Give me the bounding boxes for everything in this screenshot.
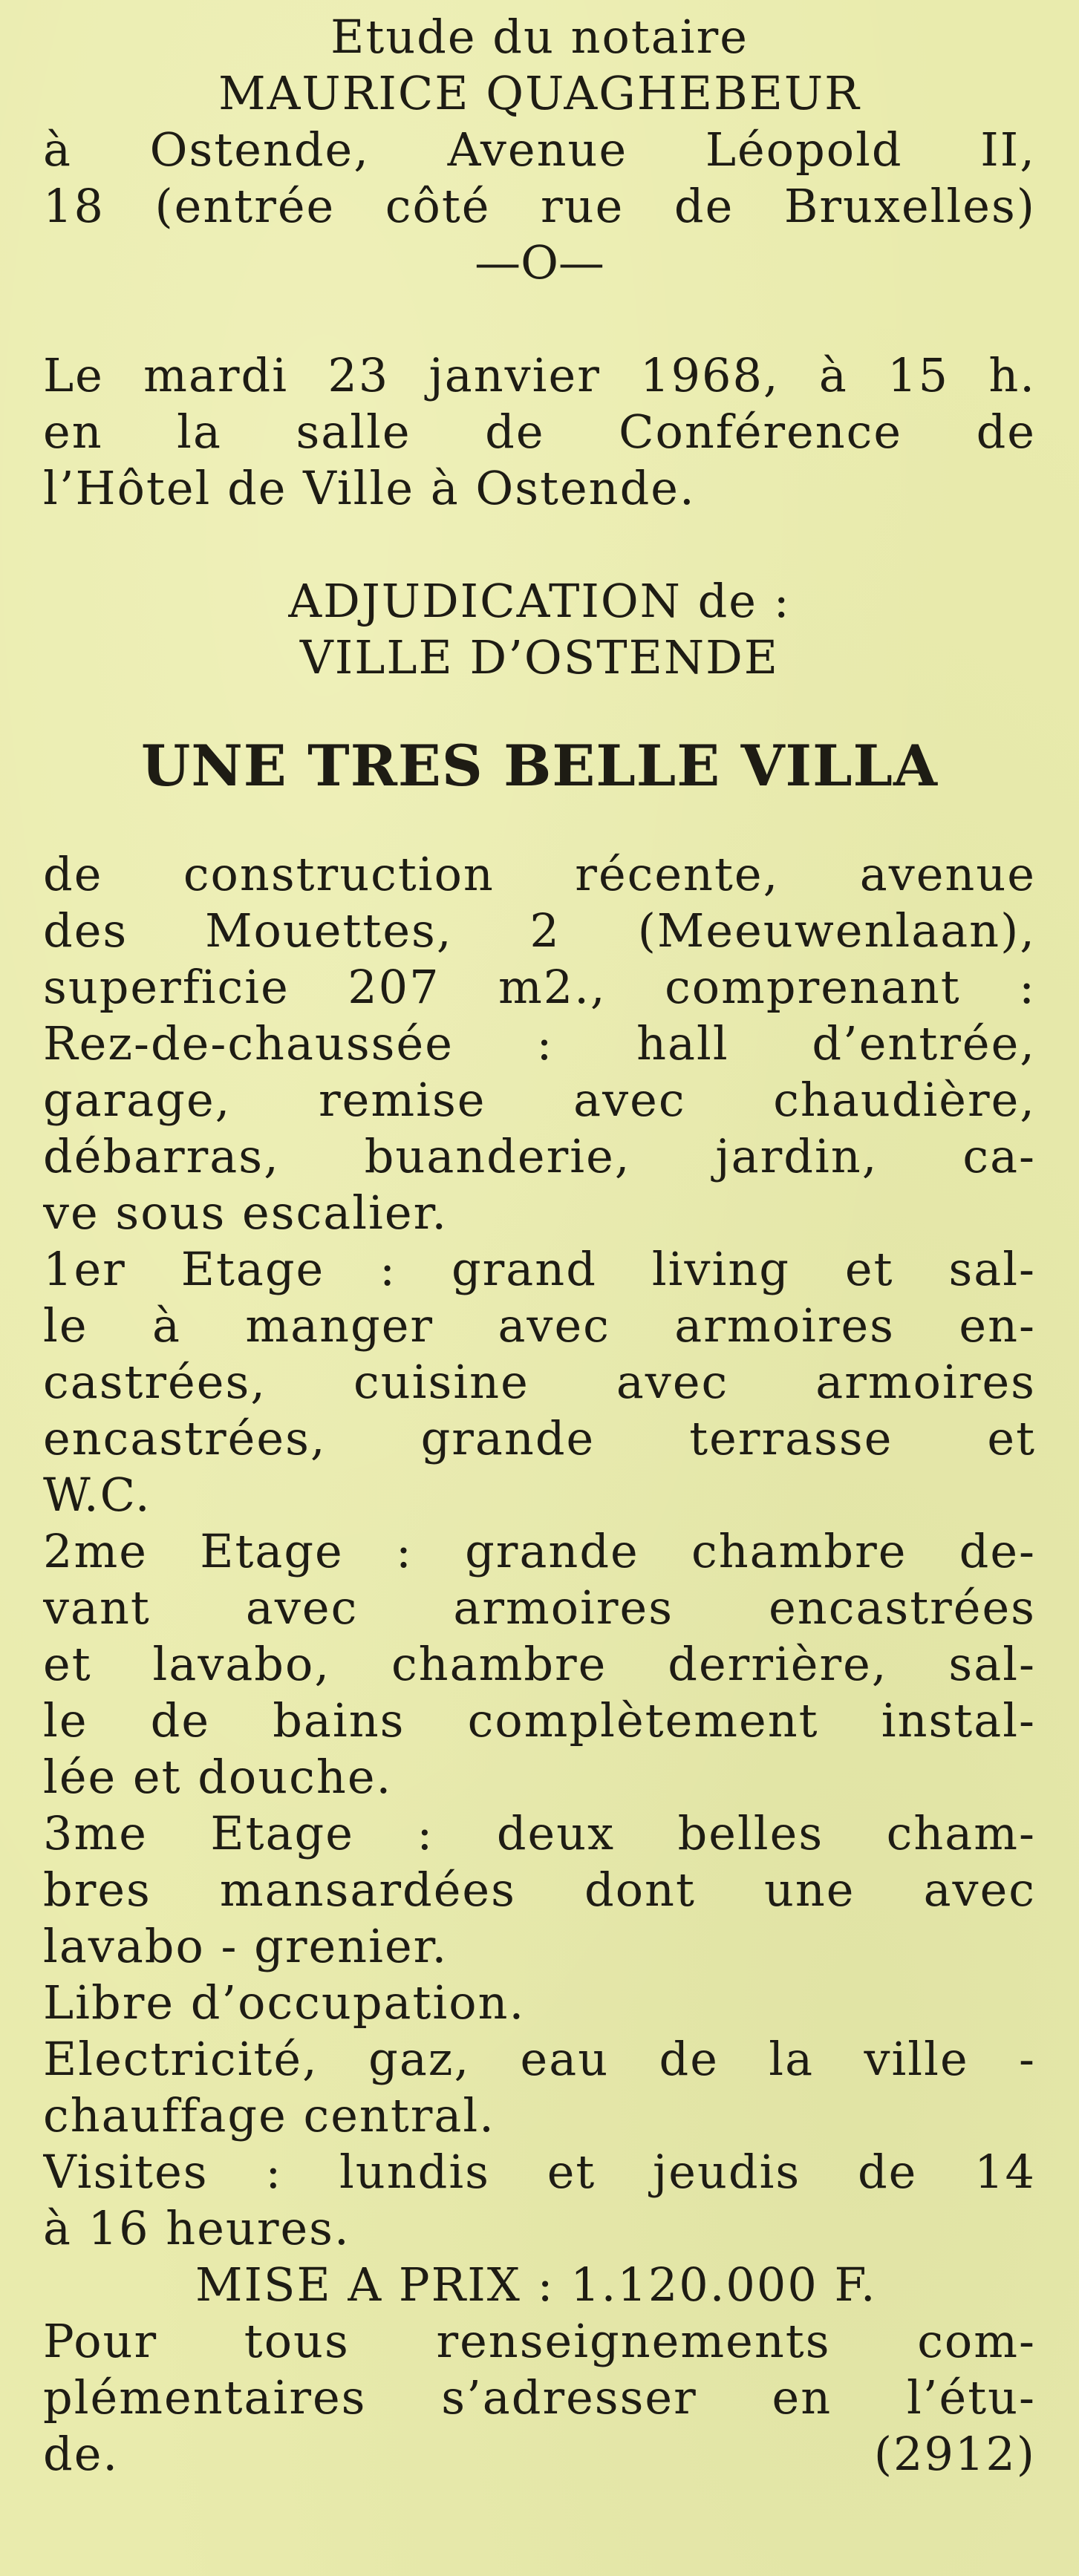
body-line: lavabo - grenier. xyxy=(43,1919,449,1973)
body-line: W.C. xyxy=(43,1468,151,1522)
closing-last-word: de. xyxy=(43,2427,120,2481)
body-line: des Mouettes, 2 (Meeuwenlaan), xyxy=(43,903,1036,958)
closing-line: Pour tous renseignements com- xyxy=(43,2314,1036,2368)
body-line: castrées, cuisine avec armoires xyxy=(43,1355,1036,1409)
body-line: 3me Etage : deux belles cham- xyxy=(43,1806,1036,1860)
date-line-1: Le mardi 23 janvier 1968, à 15 h. xyxy=(43,348,1036,402)
body-line: 2me Etage : grande chambre de- xyxy=(43,1524,1036,1578)
body-line: et lavabo, chambre derrière, sal- xyxy=(43,1637,1036,1691)
body-line: 1er Etage : grand living et sal- xyxy=(43,1242,1036,1296)
body-line: ve sous escalier. xyxy=(43,1186,449,1240)
closing-line: plémentaires s’adresser en l’étu- xyxy=(43,2370,1036,2425)
closing-block xyxy=(43,2257,1036,2482)
body-line: garage, remise avec chaudière, xyxy=(43,1073,1036,1127)
body-line: le à manger avec armoires en- xyxy=(43,1298,1036,1353)
adjudication-line: ADJUDICATION de : xyxy=(288,574,791,628)
adjudication-city: VILLE D’OSTENDE xyxy=(299,630,780,684)
date-line-2: en la salle de Conférence de xyxy=(43,405,1036,459)
body-line: Electricité, gaz, eau de la ville - xyxy=(43,2032,1036,2086)
header-line-1: Etude du notaire xyxy=(330,10,749,64)
sale-date-place xyxy=(43,347,1036,517)
adjudication-block xyxy=(43,573,1036,686)
date-line-3: l’Hôtel de Ville à Ostende. xyxy=(43,461,696,515)
property-description xyxy=(43,846,1036,2257)
body-line: Rez-de-chaussée : hall d’entrée, xyxy=(43,1016,1036,1070)
notary-header xyxy=(43,9,1036,291)
closing-last-row xyxy=(43,2426,1036,2482)
header-entrance: 18 (entrée côté rue de Bruxelles) xyxy=(43,179,1036,233)
header-address: à Ostende, Avenue Léopold II, xyxy=(43,122,1036,177)
price-line: MISE A PRIX : 1.120.000 F. xyxy=(195,2258,877,2312)
reference-number: (2912) xyxy=(873,2427,1036,2481)
body-line: vant avec armoires encastrées xyxy=(43,1580,1036,1635)
notice-title: UNE TRES BELLE VILLA xyxy=(141,733,938,799)
body-line: débarras, buanderie, jardin, ca- xyxy=(43,1129,1036,1183)
body-line: Visites : lundis et jeudis de 14 xyxy=(43,2145,1036,2199)
body-line: à 16 heures. xyxy=(43,2201,351,2255)
body-line: le de bains complètement instal- xyxy=(43,1693,1036,1748)
header-divider: —O— xyxy=(475,235,604,290)
body-line: chauffage central. xyxy=(43,2088,495,2142)
notary-name: MAURICE QUAGHEBEUR xyxy=(218,66,861,120)
body-line: de construction récente, avenue xyxy=(43,847,1036,901)
body-line: Libre d’occupation. xyxy=(43,1975,526,2030)
body-line: superficie 207 m2., comprenant : xyxy=(43,960,1036,1014)
body-line: encastrées, grande terrasse et xyxy=(43,1411,1036,1465)
body-line: bres mansardées dont une avec xyxy=(43,1863,1036,1917)
body-line: lée et douche. xyxy=(43,1750,393,1804)
